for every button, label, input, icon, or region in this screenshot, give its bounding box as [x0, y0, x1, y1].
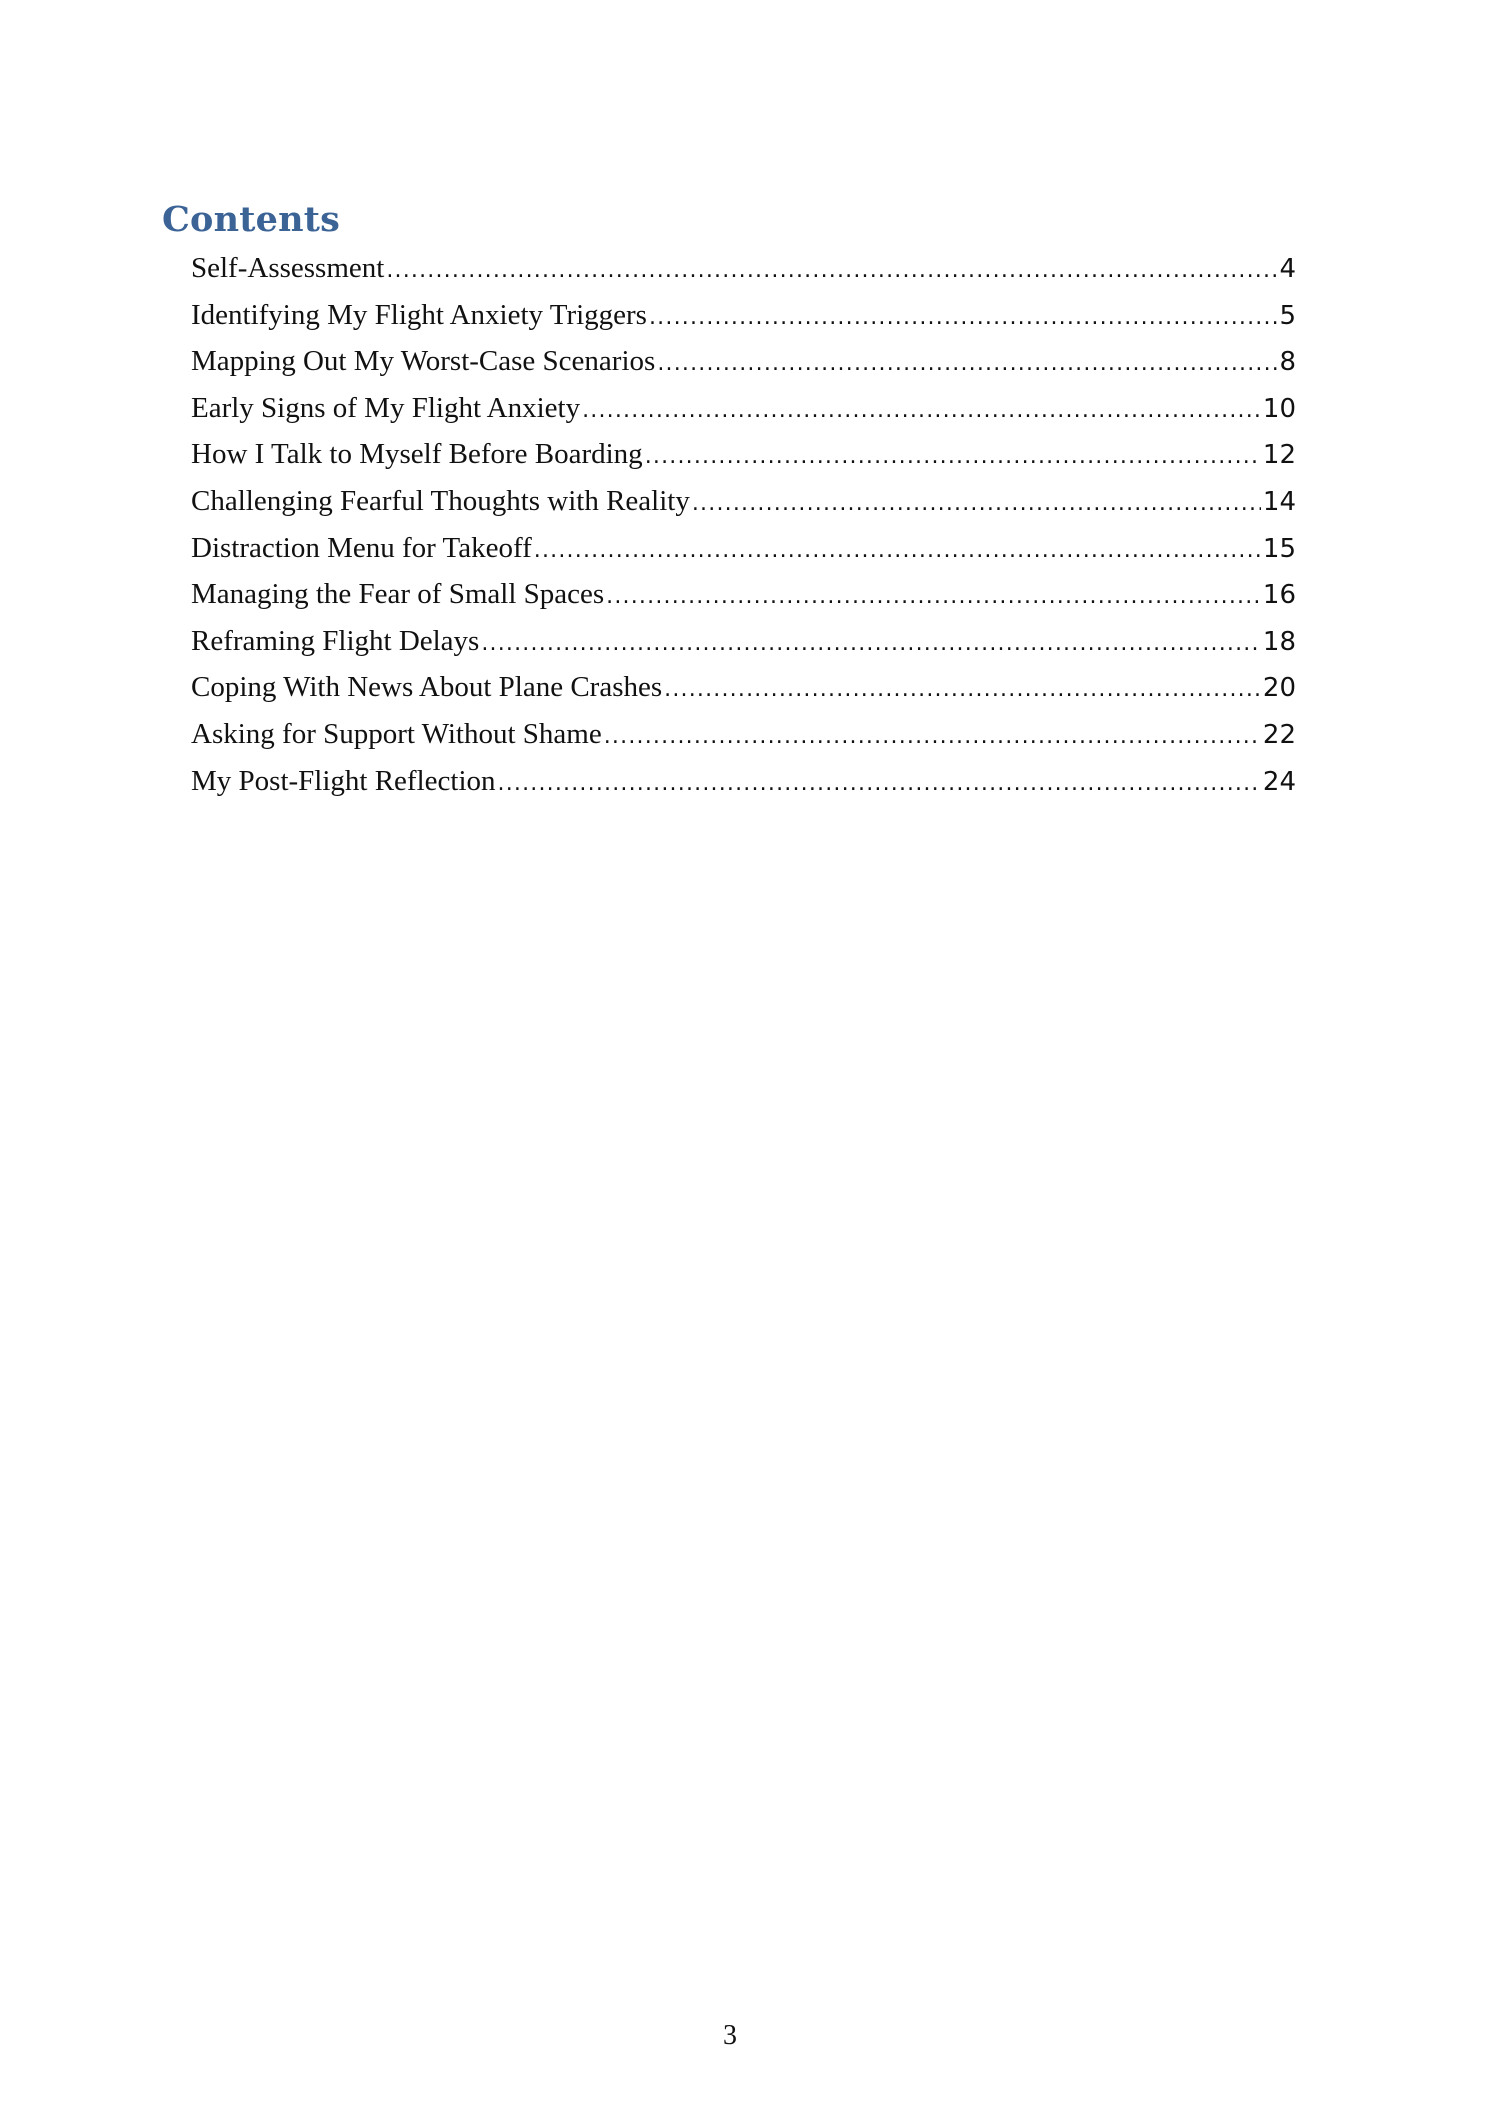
toc-entry-title: Challenging Fearful Thoughts with Reality — [191, 484, 690, 517]
toc-dot-leader — [386, 248, 1277, 295]
toc-page-number: 8 — [1279, 347, 1296, 378]
toc-entry[interactable] — [191, 618, 1296, 665]
toc-entry-title: Self-Assessment — [191, 252, 385, 284]
toc-entry[interactable] — [191, 478, 1296, 525]
toc-dot-leader — [481, 621, 1261, 668]
toc-dot-leader — [534, 528, 1261, 575]
toc-entry[interactable] — [191, 525, 1296, 572]
toc-page-number: 24 — [1262, 766, 1296, 797]
toc-page-number: 22 — [1262, 719, 1296, 750]
toc-entry[interactable] — [191, 292, 1296, 339]
toc-entry[interactable] — [191, 664, 1296, 711]
toc-heading: Contents — [162, 199, 341, 240]
toc-entry-title: My Post-Flight Reflection — [191, 764, 496, 797]
toc-dot-leader — [498, 761, 1261, 808]
toc-entry-title: Early Signs of My Flight Anxiety — [191, 391, 581, 424]
toc-entry[interactable] — [191, 711, 1296, 758]
toc-entry[interactable] — [191, 431, 1296, 478]
toc-dot-leader — [692, 481, 1261, 528]
toc-entry-title: Reframing Flight Delays — [191, 624, 480, 657]
toc-dot-leader — [657, 341, 1277, 388]
toc-page-number: 12 — [1262, 440, 1296, 471]
toc-dot-leader — [604, 714, 1261, 761]
toc-entry-title: Identifying My Flight Anxiety Triggers — [191, 298, 647, 331]
toc-entry[interactable] — [191, 385, 1296, 432]
toc-dot-leader — [582, 388, 1261, 435]
toc-entry[interactable] — [191, 758, 1296, 805]
toc-dot-leader — [606, 574, 1261, 621]
toc-entry-title: Managing the Fear of Small Spaces — [191, 578, 605, 611]
toc-entry-title: How I Talk to Myself Before Boarding — [191, 438, 643, 471]
toc-entry-title: Mapping Out My Worst-Case Scenarios — [191, 345, 656, 378]
toc-page-number: 15 — [1262, 533, 1296, 564]
toc-dot-leader — [664, 667, 1261, 714]
toc-entry[interactable] — [191, 338, 1296, 385]
toc-entry[interactable] — [191, 245, 1296, 292]
toc-entry-title: Distraction Menu for Takeoff — [191, 531, 532, 564]
toc-entry[interactable] — [191, 571, 1296, 618]
table-of-contents — [191, 245, 1296, 804]
toc-page-number: 4 — [1279, 254, 1296, 284]
toc-page-number: 5 — [1279, 300, 1296, 331]
toc-page-number: 18 — [1262, 626, 1296, 657]
toc-entry-title: Coping With News About Plane Crashes — [191, 671, 663, 704]
toc-dot-leader — [649, 295, 1277, 342]
page-number: 3 — [723, 2020, 737, 2051]
toc-page-number: 20 — [1262, 673, 1296, 704]
toc-page-number: 16 — [1262, 580, 1296, 611]
toc-dot-leader — [645, 434, 1261, 481]
toc-entry-title: Asking for Support Without Shame — [191, 717, 602, 750]
toc-page-number: 14 — [1262, 486, 1296, 517]
toc-page-number: 10 — [1262, 393, 1296, 424]
